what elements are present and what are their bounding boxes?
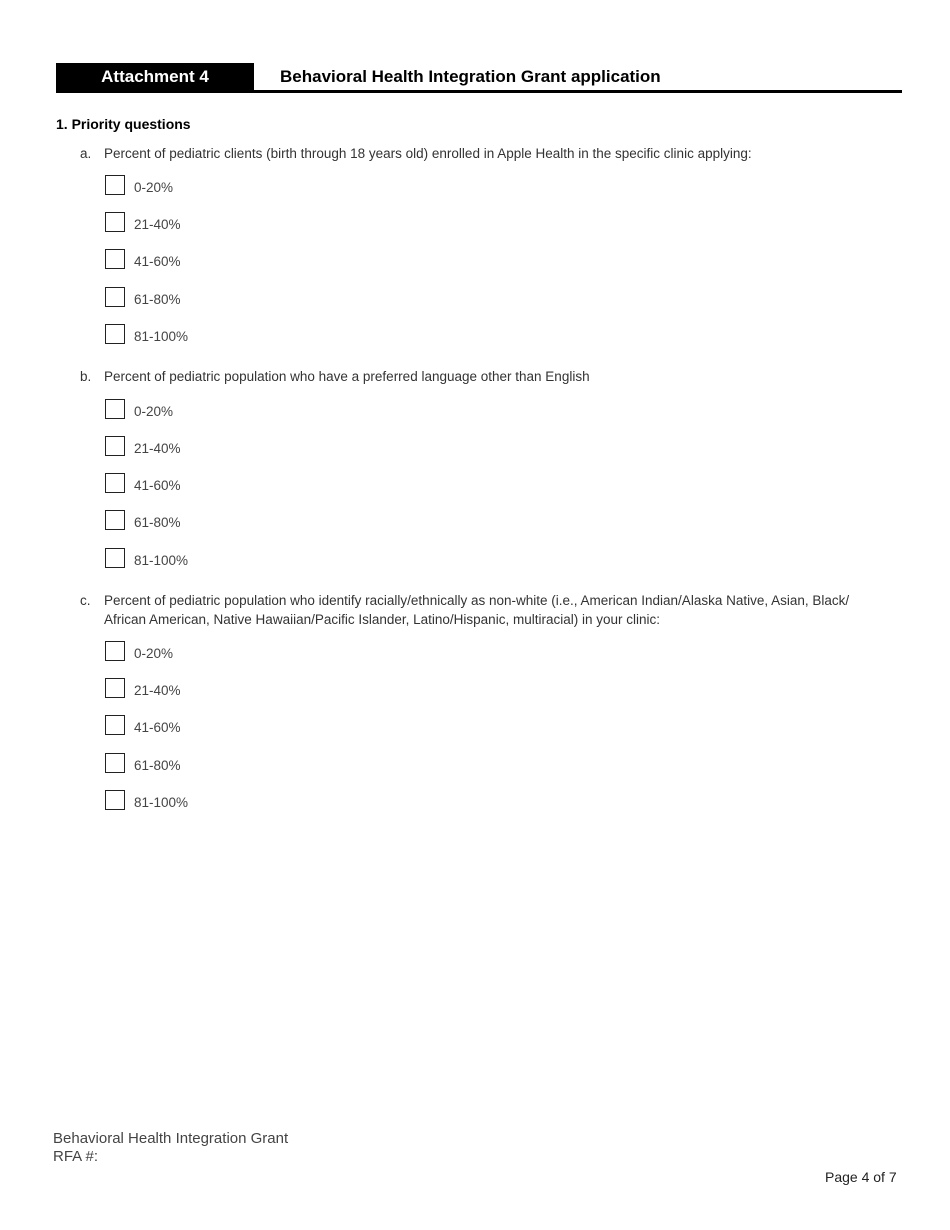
option-label: 61-80%	[134, 758, 181, 773]
checkbox[interactable]	[105, 324, 125, 344]
footer-program-name: Behavioral Health Integration Grant	[53, 1130, 289, 1147]
question-letter: b.	[80, 369, 92, 384]
checkbox[interactable]	[105, 249, 125, 269]
document-title: Behavioral Health Integration Grant application	[280, 67, 661, 86]
question-text: Percent of pediatric clients (birth through 18 years old) enrolled in Apple Health in the specific clinic applying:	[104, 146, 752, 161]
page-footer	[53, 1130, 288, 1166]
checkbox[interactable]	[105, 641, 125, 661]
option-label: 0-20%	[134, 180, 174, 195]
option-label: 61-80%	[134, 292, 181, 307]
option-label: 41-60%	[134, 254, 181, 269]
question-letter: a.	[80, 146, 92, 161]
footer-rfa-label: RFA #:	[53, 1148, 99, 1165]
option-label: 41-60%	[134, 478, 181, 493]
checkbox[interactable]	[105, 790, 125, 810]
question-letter: c.	[80, 593, 91, 608]
option-label: 0-20%	[134, 646, 174, 661]
option-label: 81-100%	[134, 795, 189, 810]
option-label: 21-40%	[134, 217, 181, 232]
checkbox[interactable]	[105, 175, 125, 195]
checkbox[interactable]	[105, 548, 125, 568]
option-label: 81-100%	[134, 553, 189, 568]
checkbox[interactable]	[105, 510, 125, 530]
option-label: 21-40%	[134, 441, 181, 456]
option-label: 0-20%	[134, 404, 174, 419]
checkbox[interactable]	[105, 678, 125, 698]
checkbox[interactable]	[105, 715, 125, 735]
question-text: Percent of pediatric population who have a preferred language other than English	[104, 369, 590, 384]
option-label: 21-40%	[134, 683, 181, 698]
option-label: 81-100%	[134, 329, 189, 344]
checkbox[interactable]	[105, 753, 125, 773]
option-label: 41-60%	[134, 720, 181, 735]
page-header	[56, 63, 902, 93]
section-heading: 1. Priority questions	[56, 116, 191, 132]
checkbox[interactable]	[105, 436, 125, 456]
checkbox[interactable]	[105, 287, 125, 307]
checkbox[interactable]	[105, 473, 125, 493]
page-number: Page 4 of 7	[825, 1169, 897, 1185]
checkbox[interactable]	[105, 399, 125, 419]
option-label: 61-80%	[134, 515, 181, 530]
attachment-label: Attachment 4	[56, 63, 254, 93]
checkbox[interactable]	[105, 212, 125, 232]
question-text: Percent of pediatric population who identify racially/ethnically as non-white (i.e., American Indian/Alaska Native, Asian, Black/ African American, Native Hawaiian/Pacific Islander, Latino/Hispanic, multiracial) in your clinic:	[104, 593, 850, 627]
